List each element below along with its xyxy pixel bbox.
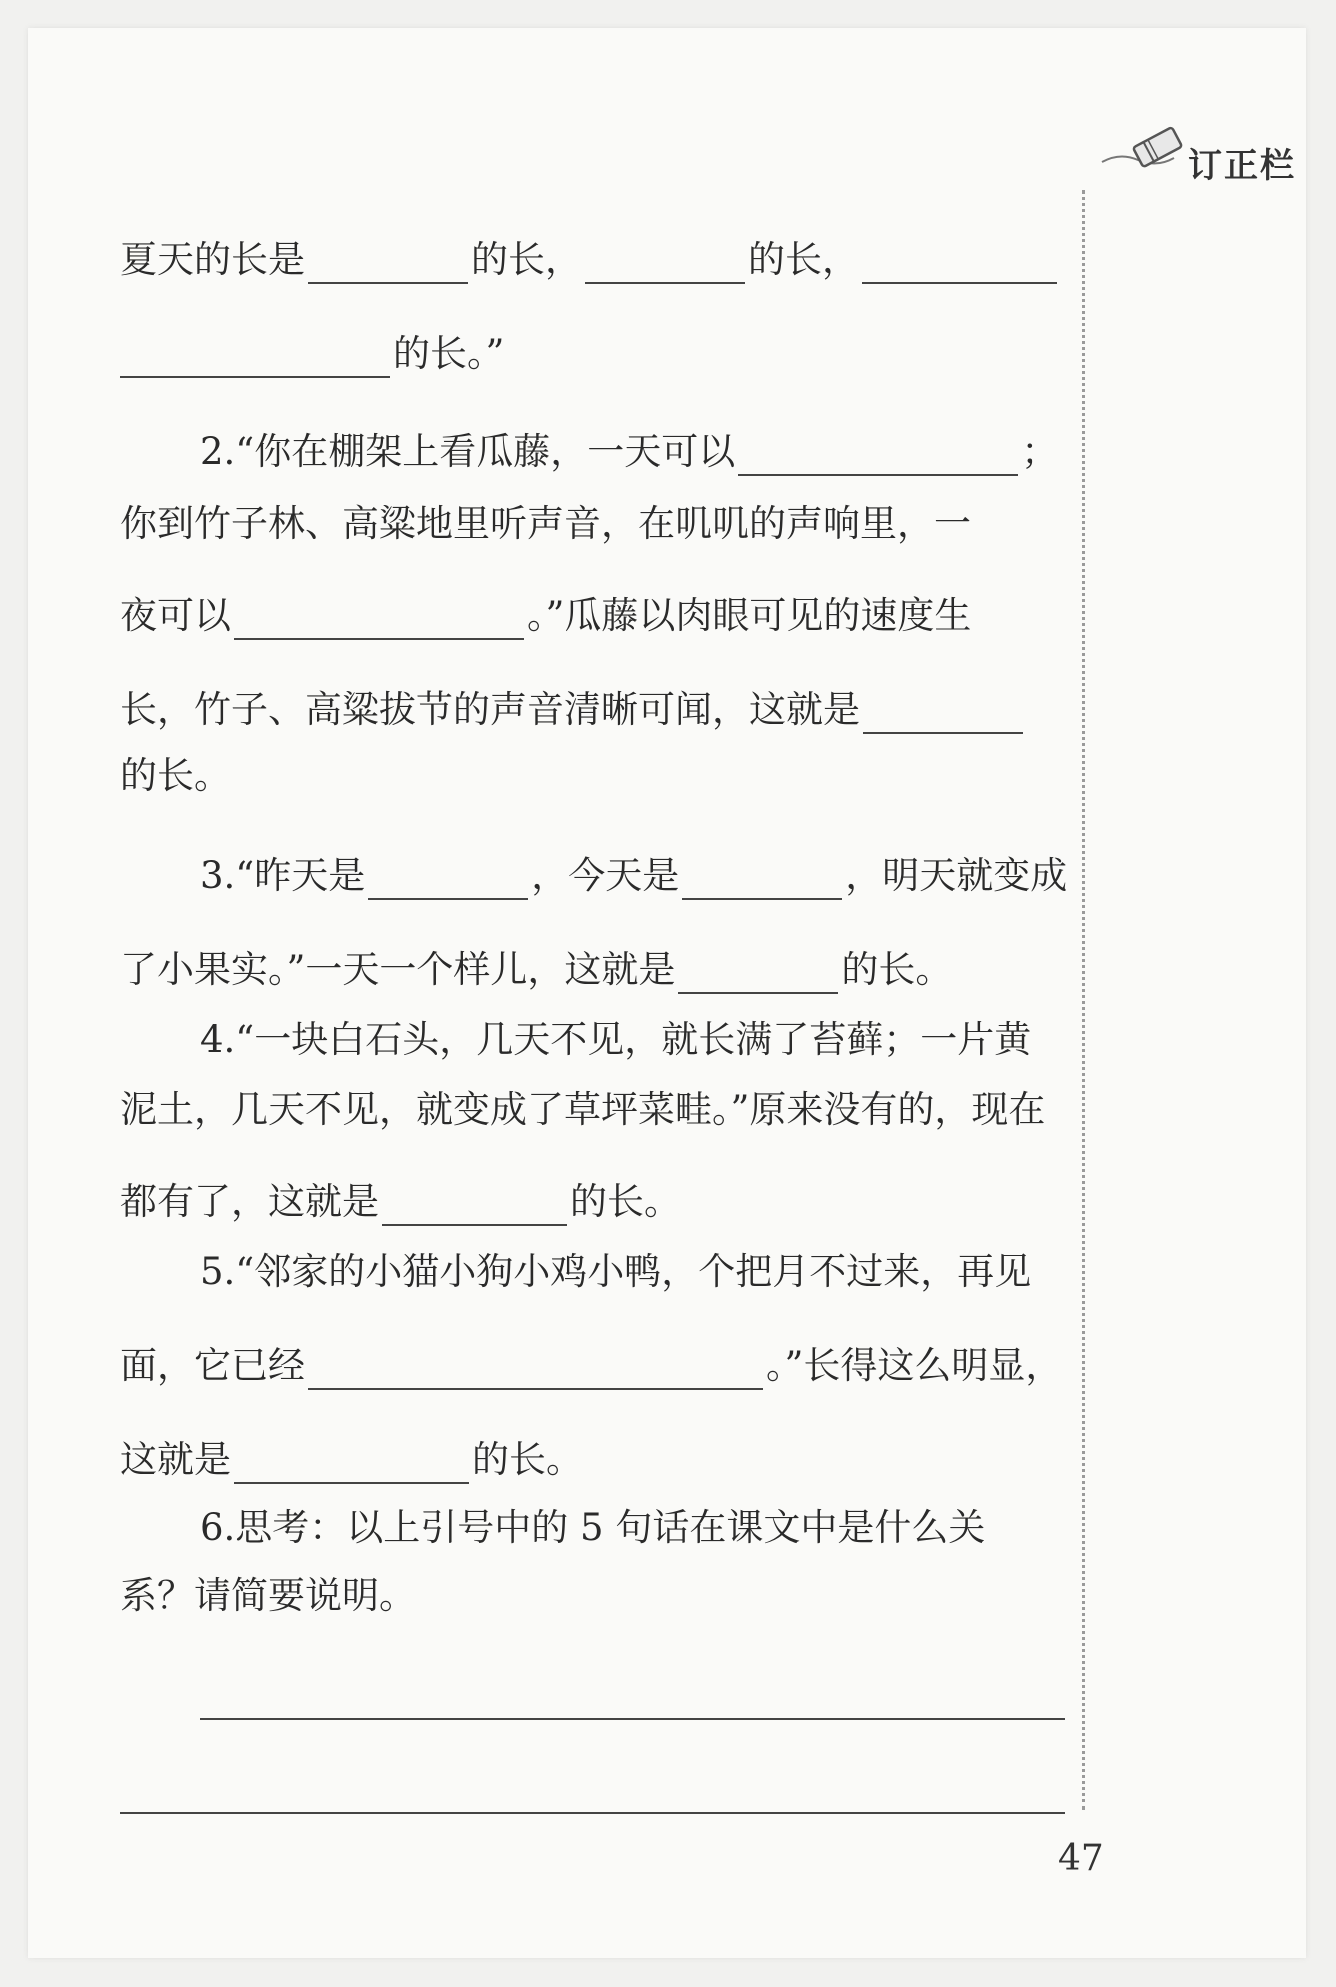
text: 的长。 xyxy=(472,1438,583,1481)
question-5 xyxy=(200,1248,1065,1296)
text-line xyxy=(120,500,1065,548)
text-line xyxy=(120,236,1065,284)
answer-blank[interactable] xyxy=(682,858,842,900)
text: 的长。 xyxy=(120,754,231,797)
answer-blank[interactable] xyxy=(862,242,1057,284)
header-title: 订正栏 xyxy=(1188,146,1296,186)
answer-line[interactable] xyxy=(200,1718,1065,1720)
text: 。”瓜藤以肉眼可见的速度生 xyxy=(527,594,972,637)
question-4 xyxy=(200,1016,1065,1064)
text-line xyxy=(120,1086,1065,1134)
text: 的长。 xyxy=(841,948,953,991)
text: 的长， xyxy=(748,238,859,281)
answer-blank[interactable] xyxy=(120,336,390,378)
text: 。”长得这么明显， xyxy=(766,1344,1063,1387)
question-6 xyxy=(200,1504,1065,1552)
answer-blank[interactable] xyxy=(585,242,745,284)
question-2 xyxy=(200,428,1065,476)
answer-blank[interactable] xyxy=(308,1348,763,1390)
text: 夜可以 xyxy=(120,594,231,637)
page-number: 47 xyxy=(1058,1838,1104,1879)
correction-column-header xyxy=(1100,118,1310,188)
correction-divider xyxy=(1082,190,1085,1810)
text: 面，它已经 xyxy=(120,1344,305,1387)
text: ，今天是 xyxy=(531,854,680,897)
answer-blank[interactable] xyxy=(308,242,468,284)
text: 了小果实。”一天一个样儿，这就是 xyxy=(120,948,676,991)
text: 长，竹子、高粱拔节的声音清晰可闻，这就是 xyxy=(120,688,860,731)
answer-blank[interactable] xyxy=(382,1184,567,1226)
text-line xyxy=(120,1178,1065,1226)
text: 都有了，这就是 xyxy=(120,1180,379,1223)
text-line xyxy=(120,752,1065,800)
text-line xyxy=(120,1436,1065,1484)
text: 泥土，几天不见，就变成了草坪菜畦。”原来没有的，现在 xyxy=(120,1088,1046,1131)
answer-blank[interactable] xyxy=(678,952,838,994)
answer-blank[interactable] xyxy=(234,1442,469,1484)
question-3 xyxy=(200,852,1068,900)
text: 2.“你在棚架上看瓜藤，一天可以 xyxy=(200,430,736,473)
text: 的长， xyxy=(471,238,582,281)
text: 4.“一块白石头，几天不见，就长满了苔藓；一片黄 xyxy=(200,1018,1032,1061)
text: 3.“昨天是 xyxy=(200,854,366,897)
text: 6.思考：以上引号中的 5 句话在课文中是什么关 xyxy=(200,1506,986,1549)
answer-blank[interactable] xyxy=(234,598,524,640)
text-line xyxy=(120,330,1065,378)
answer-line[interactable] xyxy=(120,1812,1065,1814)
text-line xyxy=(120,592,1065,640)
text-line xyxy=(120,1342,1065,1390)
text: ； xyxy=(1021,430,1059,473)
answer-blank[interactable] xyxy=(863,692,1023,734)
text-line xyxy=(120,1572,1065,1620)
text-line xyxy=(120,946,1065,994)
text-line xyxy=(120,686,1065,734)
text: 5.“邻家的小猫小狗小鸡小鸭，个把月不过来，再见 xyxy=(200,1250,1032,1293)
text: 的长。” xyxy=(393,332,505,375)
text: ，明天就变成 xyxy=(845,854,1068,897)
text: 的长。 xyxy=(570,1180,681,1223)
answer-blank[interactable] xyxy=(738,434,1018,476)
text: 夏天的长是 xyxy=(120,238,305,281)
text: 你到竹子林、高粱地里听声音，在叽叽的声响里，一 xyxy=(120,502,971,545)
answer-blank[interactable] xyxy=(368,858,528,900)
text: 这就是 xyxy=(120,1438,231,1481)
text: 系？请简要说明。 xyxy=(120,1574,416,1617)
